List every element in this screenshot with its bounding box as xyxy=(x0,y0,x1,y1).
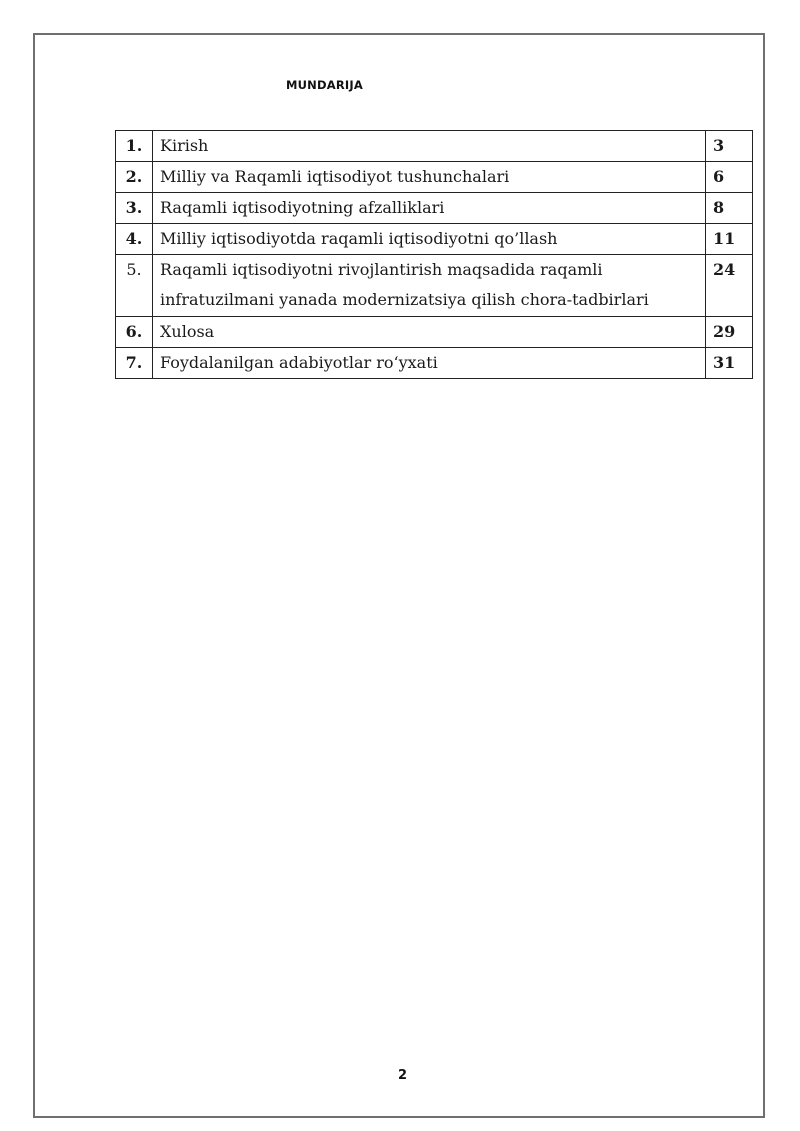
toc-number: 7. xyxy=(116,348,153,379)
toc-row xyxy=(116,224,753,255)
toc-page: 31 xyxy=(706,348,753,379)
toc-page: 6 xyxy=(706,162,753,193)
document-heading: MUNDARIJA xyxy=(286,78,363,92)
toc-number: 3. xyxy=(116,193,153,224)
table-of-contents xyxy=(115,130,753,379)
toc-title: Foydalanilgan adabiyotlar ro‘yxati xyxy=(153,348,706,379)
toc-row xyxy=(116,317,753,348)
toc-row xyxy=(116,131,753,162)
toc-page: 3 xyxy=(706,131,753,162)
toc-title: Raqamli iqtisodiyotning afzalliklari xyxy=(153,193,706,224)
toc-row xyxy=(116,162,753,193)
toc-title: Raqamli iqtisodiyotni rivojlantirish maqsadida raqamli infratuzilmani yanada modernizatsiya qilish chora-tadbirlari xyxy=(153,255,706,317)
toc-number: 1. xyxy=(116,131,153,162)
toc-number: 4. xyxy=(116,224,153,255)
toc-page: 11 xyxy=(706,224,753,255)
toc-row xyxy=(116,255,753,317)
toc-page: 24 xyxy=(706,255,753,317)
toc-title: Kirish xyxy=(153,131,706,162)
toc-row xyxy=(116,193,753,224)
toc-title: Xulosa xyxy=(153,317,706,348)
toc-number: 5. xyxy=(116,255,153,317)
toc-page: 8 xyxy=(706,193,753,224)
toc-title: Milliy iqtisodiyotda raqamli iqtisodiyotni qo’llash xyxy=(153,224,706,255)
toc-page: 29 xyxy=(706,317,753,348)
toc-row xyxy=(116,348,753,379)
toc-number: 2. xyxy=(116,162,153,193)
toc-title: Milliy va Raqamli iqtisodiyot tushunchalari xyxy=(153,162,706,193)
toc-number: 6. xyxy=(116,317,153,348)
page-number: 2 xyxy=(398,1068,408,1083)
